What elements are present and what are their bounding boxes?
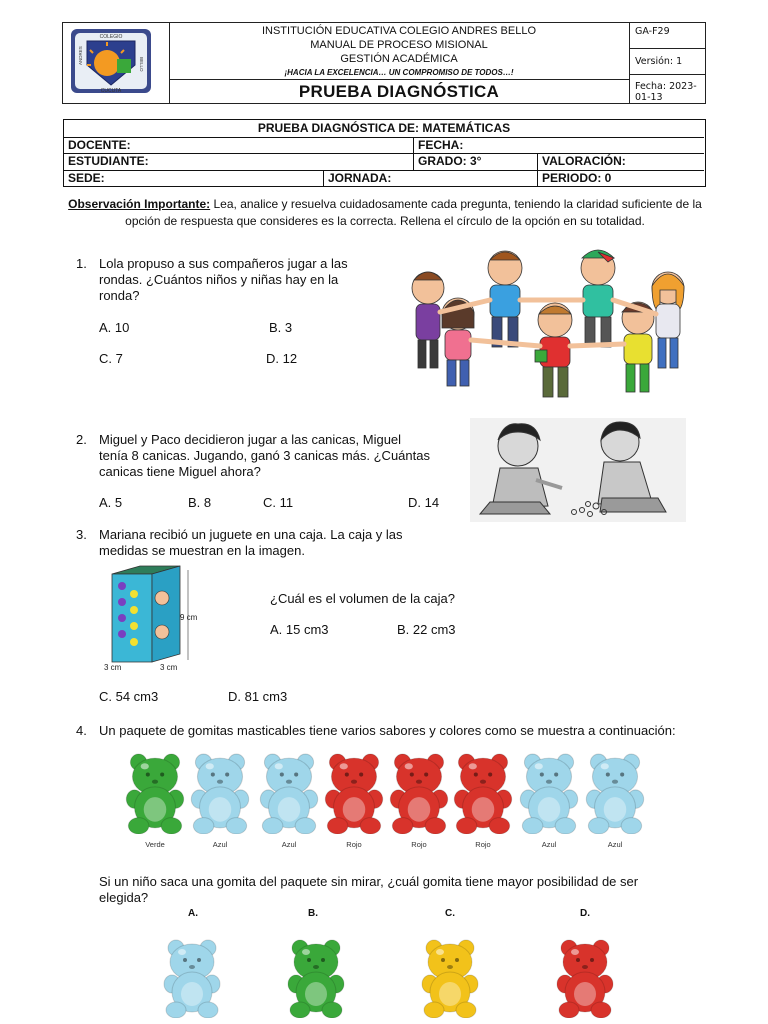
school-logo [63, 23, 170, 103]
answer-choice-letter-4[interactable]: D. [580, 908, 590, 919]
gummy-bear-label: Rojo [475, 840, 491, 849]
marbles-illustration [470, 418, 686, 522]
question-1-number: 1. [76, 256, 87, 271]
question-4-line-1: Un paquete de gomitas masticables tiene varios sabores y colores como se muestra a continuación: [99, 723, 676, 738]
periodo-field: PERIODO: 0 [537, 170, 704, 187]
gummy-bear-label: Azul [541, 840, 557, 849]
svg-text:BELLO: BELLO [139, 57, 144, 72]
manual-name: MANUAL DE PROCESO MISIONAL [310, 39, 488, 51]
gummy-bear-icon [258, 752, 320, 834]
fecha-field[interactable]: FECHA: [413, 137, 704, 154]
gummy-bear-icon [388, 752, 450, 834]
question-2-option-d[interactable]: D. 14 [408, 495, 440, 510]
gummy-bear-icon [452, 752, 514, 834]
question-4-followup-line-2: elegida? [99, 890, 149, 905]
observation-text: Lea, analice y resuelva cuidadosamente cada pregunta, teniendo la claridad suficiente de la opción de respuesta que consideres es la correcta. Rellena el círculo de la opción en su totalidad. [125, 197, 702, 228]
question-2-line-1: Miguel y Paco decidieron jugar a las canicas, Miguel [99, 432, 402, 447]
question-4-followup-line-1: Si un niño saca una gomita del paquete sin mirar, ¿cuál gomita tiene mayor posibilidad de ser [99, 874, 639, 889]
answer-choice-bear-2[interactable] [286, 938, 346, 1023]
svg-text:COLEGIO: COLEGIO [99, 34, 123, 40]
document-header [62, 22, 706, 104]
question-2-option-b[interactable]: B. 8 [188, 495, 212, 510]
question-2-line-3: canicas tiene Miguel ahora? [99, 464, 261, 479]
question-1-option-a[interactable]: A. 10 [99, 320, 130, 335]
gummy-bear-label: Azul [607, 840, 623, 849]
question-3-subquestion: ¿Cuál es el volumen de la caja? [270, 591, 455, 606]
question-3-line-2: medidas se muestran en la imagen. [99, 543, 305, 558]
jornada-field[interactable]: JORNADA: [323, 170, 537, 187]
children-ring-illustration [400, 240, 700, 405]
question-3-option-a[interactable]: A. 15 cm3 [270, 622, 329, 637]
gummy-bear-5 [388, 752, 450, 839]
question-1-line-2: rondas. ¿Cuántos niños y niñas hay en la [99, 272, 339, 287]
question-4-number: 4. [76, 723, 87, 738]
question-3-option-c[interactable]: C. 54 cm3 [99, 689, 159, 704]
observation-note [63, 196, 707, 230]
question-2-option-c[interactable]: C. 11 [263, 495, 294, 510]
document-version: Versión: 1 [629, 49, 705, 75]
gummy-bear-icon [584, 752, 646, 834]
gummy-bear-6 [452, 752, 514, 839]
svg-text:CUCUTA: CUCUTA [100, 88, 122, 94]
gummy-bear-label: Rojo [411, 840, 427, 849]
gummy-bear-1 [124, 752, 186, 839]
gummy-bear-icon [555, 938, 615, 1018]
gummy-bear-label: Azul [212, 840, 228, 849]
box-depth-label: 3 cm [160, 663, 178, 672]
estudiante-field[interactable]: ESTUDIANTE: [68, 154, 149, 168]
gummy-bear-8 [584, 752, 646, 839]
gummy-bear-3 [258, 752, 320, 839]
gummy-bear-2 [189, 752, 251, 839]
observation-label: Observación Importante: [68, 197, 211, 211]
student-info-table [63, 119, 706, 187]
test-title: PRUEBA DIAGNÓSTICA DE: MATEMÁTICAS [257, 121, 511, 135]
gummy-bear-icon [286, 938, 346, 1018]
question-2-option-a[interactable]: A. 5 [99, 495, 123, 510]
answer-choice-letter-3[interactable]: C. [445, 908, 455, 919]
institution-name: INSTITUCIÓN EDUCATIVA COLEGIO ANDRES BELLO [261, 25, 537, 37]
gummy-bear-icon [420, 938, 480, 1018]
answer-choice-bear-4[interactable] [555, 938, 615, 1023]
question-3-number: 3. [76, 527, 87, 542]
management-name: GESTIÓN ACADÉMICA [340, 53, 458, 65]
toy-box-illustration [100, 562, 210, 674]
box-height-label: 9 cm [180, 613, 198, 622]
document-code: GA-F29 [629, 23, 705, 49]
question-3-line-1: Mariana recibió un juguete en una caja. La caja y las [99, 527, 403, 542]
question-3-option-d[interactable]: D. 81 cm3 [228, 689, 288, 704]
gummy-bear-icon [124, 752, 186, 834]
gummy-bear-icon [189, 752, 251, 834]
question-2-number: 2. [76, 432, 87, 447]
question-1-line-1: Lola propuso a sus compañeros jugar a las [99, 256, 348, 271]
school-slogan: ¡HACIA LA EXCELENCIA… UN COMPROMISO DE TODOS…! [284, 68, 514, 77]
question-1-option-c[interactable]: C. 7 [99, 351, 123, 366]
gummy-bear-icon [518, 752, 580, 834]
answer-choice-bear-3[interactable] [420, 938, 480, 1023]
grado-field: GRADO: 3° [413, 153, 537, 170]
question-3-option-b[interactable]: B. 22 cm3 [397, 622, 456, 637]
question-1-option-d[interactable]: D. 12 [266, 351, 298, 366]
gummy-bear-label: Azul [281, 840, 297, 849]
sede-field[interactable]: SEDE: [68, 170, 105, 185]
question-1-option-b[interactable]: B. 3 [269, 320, 293, 335]
question-2-line-2: tenía 8 canicas. Jugando, ganó 3 canicas más. ¿Cuántas [99, 448, 430, 463]
answer-choice-bear-1[interactable] [162, 938, 222, 1023]
document-title: PRUEBA DIAGNÓSTICA [298, 82, 500, 101]
gummy-bear-label: Rojo [346, 840, 362, 849]
answer-choice-letter-2[interactable]: B. [308, 908, 318, 919]
gummy-bear-7 [518, 752, 580, 839]
gummy-bear-label: Verde [145, 840, 165, 849]
gummy-bear-icon [323, 752, 385, 834]
gummy-bear-4 [323, 752, 385, 839]
docente-field[interactable]: DOCENTE: [68, 137, 131, 152]
document-date: Fecha: 2023-01-13 [635, 81, 697, 103]
answer-choice-letter-1[interactable]: A. [188, 908, 198, 919]
svg-text:ANDRES: ANDRES [78, 46, 83, 65]
gummy-bear-icon [162, 938, 222, 1018]
box-width-label: 3 cm [104, 663, 122, 672]
question-1-line-3: ronda? [99, 288, 140, 303]
valoracion-field[interactable]: VALORACIÓN: [537, 153, 704, 170]
